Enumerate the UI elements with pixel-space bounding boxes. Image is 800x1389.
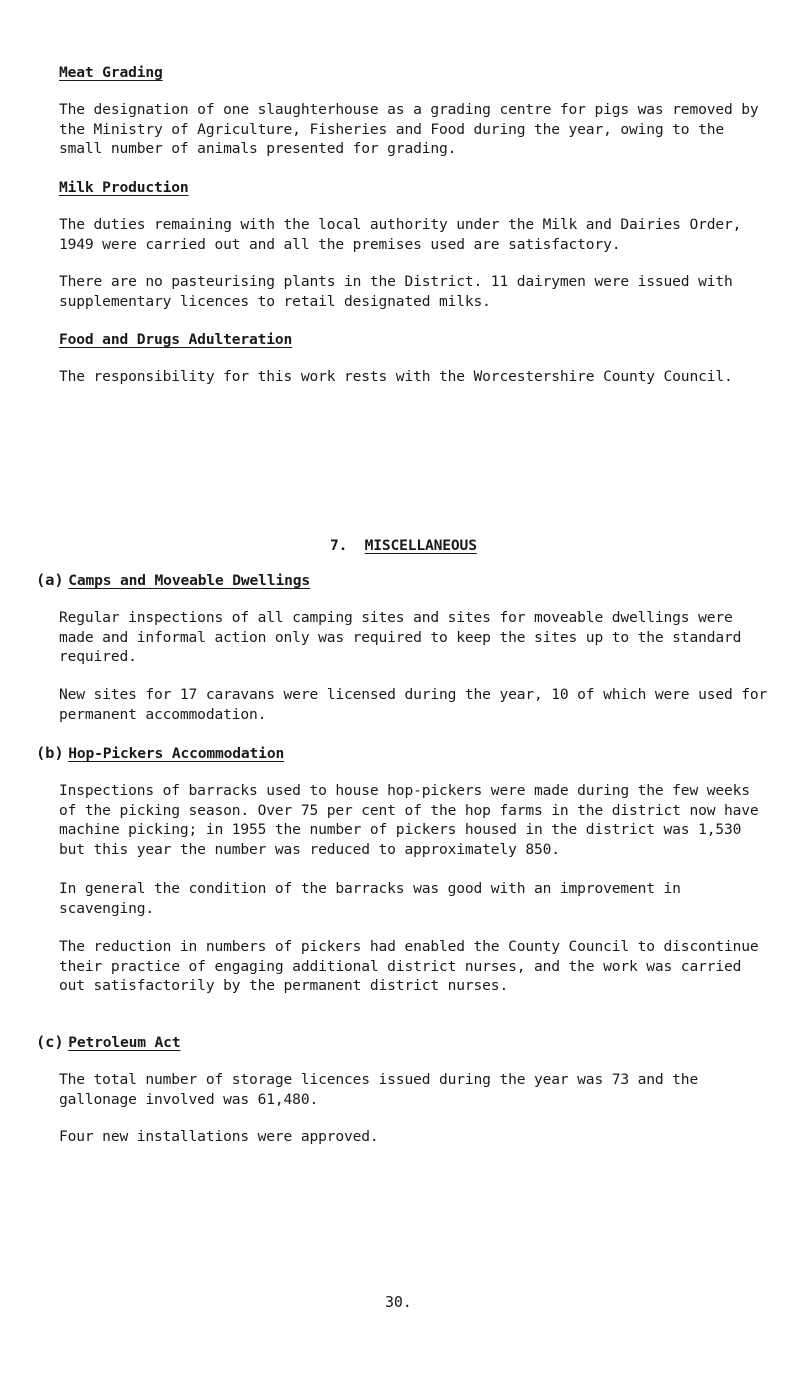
camps-heading: Camps and Moveable Dwellings [68,572,311,589]
page-number: 30. [385,1293,412,1311]
miscellaneous-section-title [330,536,477,555]
petroleum-paragraph-2: Four new installations were approved. [59,1128,379,1145]
milk-production-paragraph-2: There are no pasteurising plants in the District. 11 dairymen were issued with supplementary licences to retail designated milks. [59,273,733,310]
hop-pickers-subheading [36,744,284,763]
food-drugs-paragraph: The responsibility for this work rests with the Worcestershire County Council. [59,368,733,385]
camps-subheading [36,571,310,590]
hop-pickers-paragraph-3: The reduction in numbers of pickers had enabled the County Council to discontinue their practice of engaging additional district nurses, and the work was carried out satisfactorily by the permanent district nurses. [59,938,759,994]
hop-pickers-paragraph-2: In general the condition of the barracks was good with an improvement in scavenging. [59,880,681,917]
camps-paragraph-2: New sites for 17 caravans were licensed during the year, 10 of which were used for permanent accommodation. [59,686,768,723]
section-name: MISCELLANEOUS [364,537,477,554]
milk-production-heading: Milk Production [59,179,189,196]
petroleum-subheading [36,1033,180,1052]
camps-paragraph-1: Regular inspections of all camping sites and sites for moveable dwellings were made and informal action only was required to keep the sites up to the standard required. [59,609,742,665]
section-number: 7. [330,537,348,554]
hop-pickers-label: (b) [36,744,64,762]
petroleum-paragraph-1: The total number of storage licences issued during the year was 73 and the gallonage involved was 61,480. [59,1071,699,1108]
meat-grading-heading: Meat Grading [59,64,163,81]
food-drugs-heading: Food and Drugs Adulteration [59,331,293,348]
hop-pickers-paragraph-1: Inspections of barracks used to house hop-pickers were made during the few weeks of the picking season. Over 75 per cent of the hop farms in the district now have machine picking; in 1955 the number of pickers housed in the district was 1,530 but this year the number was reduced to approximately 850. [59,782,759,858]
petroleum-heading: Petroleum Act [68,1034,181,1051]
hop-pickers-heading: Hop-Pickers Accommodation [68,745,285,762]
petroleum-label: (c) [36,1033,64,1051]
milk-production-paragraph-1: The duties remaining with the local authority under the Milk and Dairies Order, 1949 were carried out and all the premises used are satisfactory. [59,216,742,253]
meat-grading-paragraph: The designation of one slaughterhouse as a grading centre for pigs was removed by the Ministry of Agriculture, Fisheries and Food during the year, owing to the small number of animals presented for grading. [59,101,759,157]
camps-label: (a) [36,571,64,589]
